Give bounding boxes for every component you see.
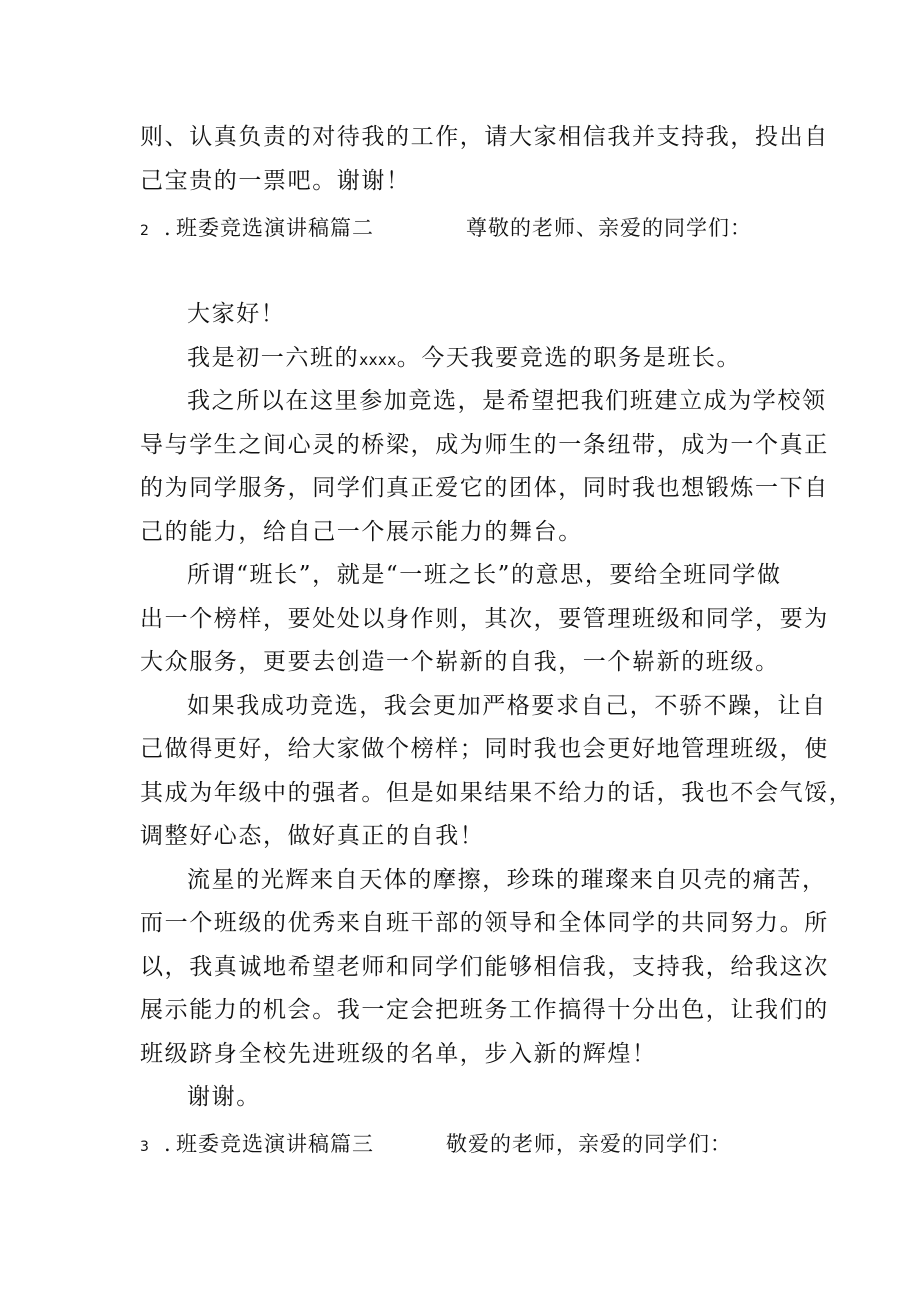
intro-text-b: 。今天我要竞选的职务是班长。 xyxy=(396,345,742,371)
body-text-line: 调整好心态，做好真正的自我！ xyxy=(140,823,485,849)
body-text-line: 大众服务，更要去创造一个崭新的自我，一个崭新的班级。 xyxy=(140,649,780,675)
section-greeting: 尊敬的老师、亲爱的同学们： xyxy=(466,216,752,240)
section-title: 班委竞选演讲稿篇二 xyxy=(176,216,374,240)
body-text-line: 其成为年级中的强者。但是如果结果不给力的话，我也不会气馁， xyxy=(140,780,854,806)
section-greeting: 敬爱的老师，亲爱的同学们： xyxy=(446,1132,732,1156)
body-text-line: 大家好！ xyxy=(187,301,286,327)
body-text-line: 如果我成功竞选，我会更加严格要求自己，不骄不躁，让自 xyxy=(187,693,827,719)
section-heading-2 xyxy=(140,208,800,251)
body-text-line: 展示能力的机会。我一定会把班务工作搞得十分出色，让我们的 xyxy=(140,997,829,1023)
body-text-line: 以，我真诚地希望老师和同学们能够相信我，支持我，给我这次 xyxy=(140,954,829,980)
body-text-line: 己做得更好，给大家做个榜样；同时我也会更好地管理班级，使 xyxy=(140,736,829,762)
body-text-line: 谢谢。 xyxy=(187,1084,261,1110)
body-text-line: 导与学生之间心灵的桥梁，成为师生的一条纽带，成为一个真正 xyxy=(140,432,829,458)
body-text-line: 班级跻身全校先进班级的名单，步入新的辉煌！ xyxy=(140,1041,657,1067)
body-text-line: 的为同学服务，同学们真正爱它的团体，同时我也想锻炼一下自 xyxy=(140,475,829,501)
section-title: 班委竞选演讲稿篇三 xyxy=(176,1132,374,1156)
intro-text-a: 我是初一六班的 xyxy=(187,345,360,371)
body-text-line: 则、认真负责的对待我的工作，请大家相信我并支持我，投出自 xyxy=(140,124,829,150)
student-name: xxxx xyxy=(359,351,397,369)
body-text-line: 出一个榜样，要处处以身作则，其次，要管理班级和同学，要为 xyxy=(140,606,829,632)
section-number: 2 xyxy=(140,223,149,239)
body-text-line xyxy=(187,338,837,380)
section-heading-3 xyxy=(140,1124,800,1167)
section-dot: . xyxy=(164,216,171,240)
body-text-line: 己的能力，给自己一个展示能力的舞台。 xyxy=(140,519,583,545)
body-text-line: 所谓“班长”，就是“一班之长”的意思，要给全班同学做 xyxy=(187,562,782,588)
body-text-line: 流星的光辉来自天体的摩擦，珍珠的璀璨来自贝壳的痛苦， xyxy=(187,867,827,893)
section-number: 3 xyxy=(140,1139,149,1155)
section-dot: . xyxy=(164,1132,171,1156)
body-text-line: 而一个班级的优秀来自班干部的领导和全体同学的共同努力。所 xyxy=(140,910,829,936)
body-text-line: 己宝贵的一票吧。谢谢！ xyxy=(140,168,411,194)
body-text-line: 我之所以在这里参加竞选，是希望把我们班建立成为学校领 xyxy=(187,388,827,414)
